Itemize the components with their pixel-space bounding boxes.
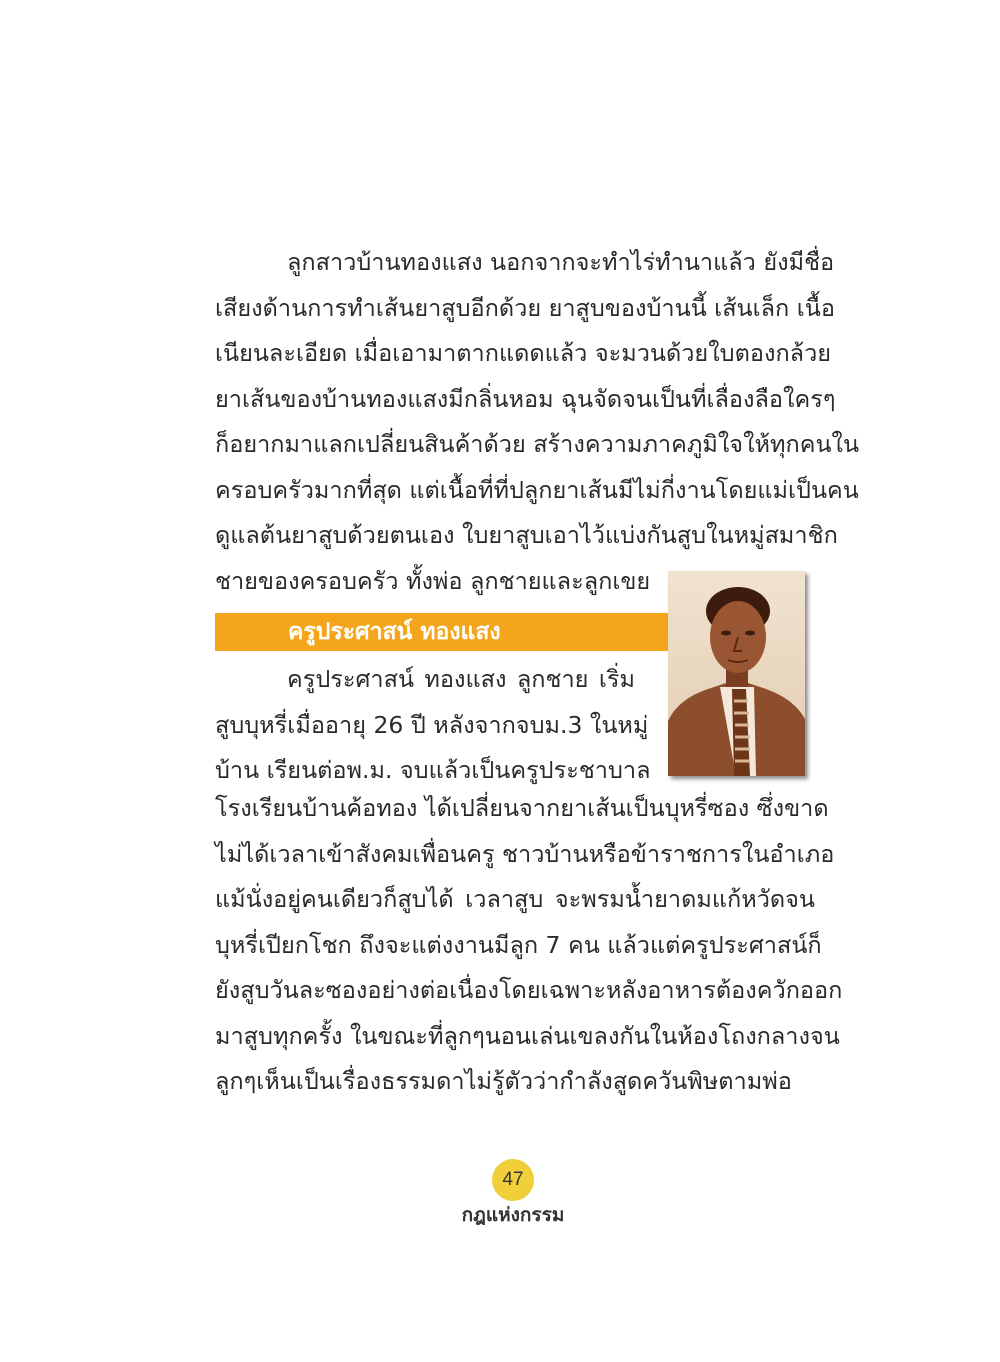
text-line: โรงเรียนบ้านค้อทอง ได้เปลี่ยนจากยาเส้นเป็นบุหรี่ซอง ซึ่งขาด [215,794,829,822]
text-line: มาสูบทุกครั้ง ในขณะที่ลูกๆนอนเล่นเขลงกันในห้องโถงกลางจน [215,1021,840,1050]
text-line: เสียงด้านการทำเส้นยาสูบอีกด้วย ยาสูบของบ้านนี้ เส้นเล็ก เนื้อ [215,293,835,322]
text-line: เนียนละเอียด เมื่อเอามาตากแดดแล้ว จะมวนด้วยใบตองกล้วย [215,339,832,367]
text-line: ครูประศาสน์ ทองแสง ลูกชาย เริ่ม [287,665,635,693]
paragraph-biography-start [215,657,651,794]
text-line: ยาเส้นของบ้านทองแสงมีกลิ่นหอม ฉุนจัดจนเป็นที่เลื่องลือใครๆ [215,384,836,413]
paragraph-intro [215,240,860,604]
text-line: ไม่ได้เวลาเข้าสังคมเพื่อนครู ชาวบ้านหรือข้าราชการในอำเภอ [215,839,835,868]
text-line: ชายของครอบครัว ทั้งพ่อ ลูกชายและลูกเขย [215,566,651,595]
text-line: บุหรี่เปียกโชก ถึงจะแต่งงานมีลูก 7 คน แล้วแต่ครูประศาสน์ก็ [215,930,822,959]
page-number: 47 [492,1159,534,1201]
portrait-image [668,571,805,776]
text-line: ก็อยากมาแลกเปลี่ยนสินค้าด้วย สร้างความภาคภูมิใจให้ทุกคนใน [215,430,860,458]
text-line: ยังสูบวันละซองอย่างต่อเนื่องโดยเฉพาะหลังอาหารต้องควักออก [215,976,843,1004]
section-heading: ครูประศาสน์ ทองแสง [288,619,501,645]
text-line: ลูกๆเห็นเป็นเรื่องธรรมดาไม่รู้ตัวว่ากำลังสูดควันพิษตามพ่อ [215,1067,792,1095]
text-line: บ้าน เรียนต่อพ.ม. จบแล้วเป็นครูประชาบาล [215,756,651,784]
text-line: แม้นั่งอยู่คนเดียวก็สูบได้ เวลาสูบ จะพรมน้ำยาดมแก้หวัดจน [215,885,815,913]
text-line: ครอบครัวมากที่สุด แต่เนื้อที่ที่ปลูกยาเส้นมีไม่กี่งานโดยแม่เป็นคน [215,475,859,504]
portrait-photo [668,571,805,776]
book-title: กฎแห่งกรรม [461,1204,565,1226]
text-line: ดูแลต้นยาสูบด้วยตนเอง ใบยาสูบเอาไว้แบ่งกันสูบในหมู่สมาชิก [215,521,838,549]
text-line: ลูกสาวบ้านทองแสง นอกจากจะทำไร่ทำนาแล้ว ยังมีชื่อ [287,248,835,276]
text-line: สูบบุหรี่เมื่ออายุ 26 ปี หลังจากจบม.3 ในหมู่ [215,710,649,739]
paragraph-biography-continued [215,786,843,1105]
